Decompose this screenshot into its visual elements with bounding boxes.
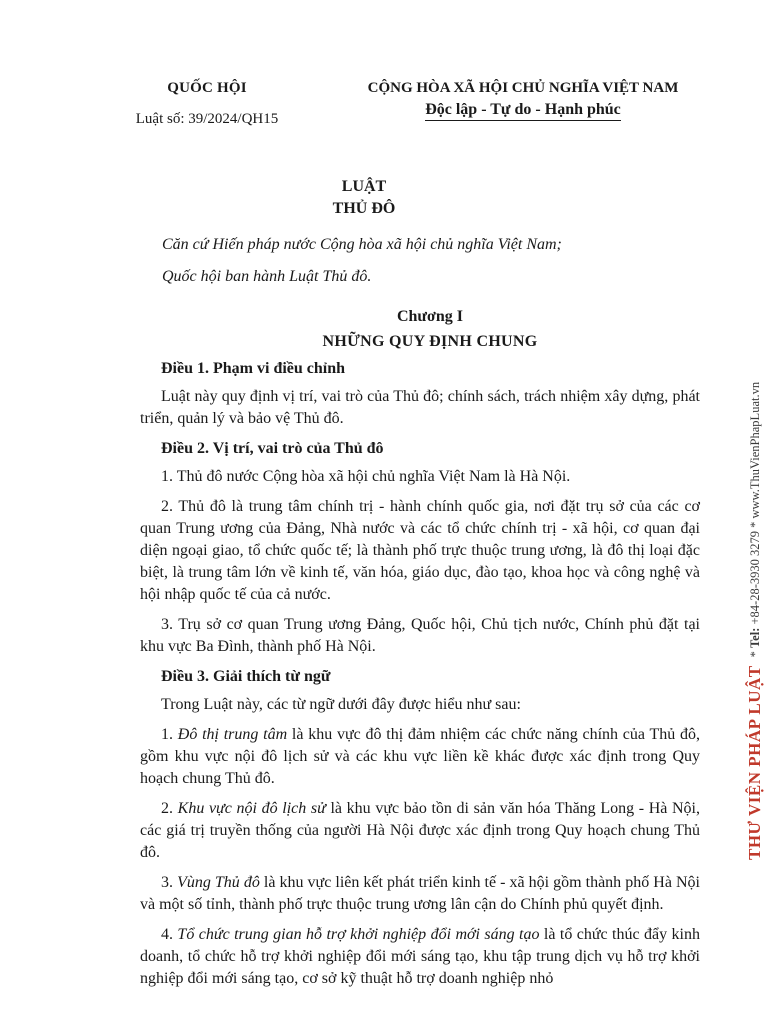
watermark-brand: THƯ VIỆN PHÁP LUẬT [745, 665, 764, 860]
article-3-intro: Trong Luật này, các từ ngữ dưới đây được hiểu như sau: [161, 696, 521, 713]
definition-1-number: 1. [161, 726, 178, 743]
chapter-name: NHỮNG QUY ĐỊNH CHUNG [322, 333, 538, 350]
definition-3-term: Vùng Thủ đô [177, 874, 260, 891]
nation-name: CỘNG HÒA XÃ HỘI CHỦ NGHĨA VIỆT NAM [367, 80, 679, 96]
definition-1-term: Đô thị trung tâm [177, 726, 288, 743]
watermark-tel-label: Tel: [747, 627, 762, 649]
article-2-heading: Điều 2. Vị trí, vai trò của Thủ đô [161, 440, 384, 457]
definition-3 [140, 872, 700, 916]
preamble-line-1: Căn cứ Hiến pháp nước Cộng hòa xã hội chủ nghĩa Việt Nam; [162, 236, 562, 253]
issuing-body: QUỐC HỘI [167, 80, 247, 96]
definition-2 [140, 798, 700, 864]
national-header [348, 80, 698, 121]
document-body [140, 358, 700, 998]
definition-2-text: là khu vực bảo tồn di sản văn hóa Thăng Long - Hà Nội, các giá trị truyền thống của người Hà Nội được xác định trong Quy hoạch chung Thủ đô. [140, 800, 700, 861]
definition-4-text: là tổ chức thúc đẩy kinh doanh, tổ chức hỗ trợ khởi nghiệp đổi mới sáng tạo, khu tập trung dịch vụ hỗ trợ khởi nghiệp đổi mới sáng tạo, cơ sở kỹ thuật hỗ trợ doanh nghiệp nhỏ [140, 926, 700, 987]
title-line-2: THỦ ĐÔ [332, 200, 396, 217]
article-2-clause-3: 3. Trụ sở cơ quan Trung ương Đảng, Quốc hội, Chủ tịch nước, Chính phủ đặt tại khu vực Ba Đình, thành phố Hà Nội. [140, 616, 700, 655]
definition-2-number: 2. [161, 800, 178, 817]
watermark-sidebar [700, 170, 766, 870]
definition-1-text: là khu vực đô thị đảm nhiệm các chức năng chính của Thủ đô, gồm khu vực nội đô lịch sử và các khu vực liền kề khác được xác định trong Quy hoạch chung Thủ đô. [140, 726, 701, 787]
watermark-contact: * Tel: +84-28-3930 3279 * www.ThuVienPhapLuat.vn [747, 381, 762, 658]
watermark-phone: +84-28-3930 3279 [747, 531, 762, 625]
preamble-line-2: Quốc hội ban hành Luật Thủ đô. [162, 268, 372, 285]
article-2-clause-2: 2. Thủ đô là trung tâm chính trị - hành chính quốc gia, nơi đặt trụ sở của các cơ quan Trung ương của Đảng, Nhà nước và các tổ chức chính trị - xã hội, cơ quan đại diện ngoại giao, tổ chức quốc tế; là thành phố trực thuộc trung ương, là đô thị loại đặc biệt, là trung tâm lớn về kinh tế, văn hóa, giáo dục, đào tạo, khoa học và công nghệ và hội nhập quốc tế của cả nước. [140, 498, 700, 603]
definition-4-term: Tổ chức trung gian hỗ trợ khởi nghiệp đổi mới sáng tạo [177, 926, 540, 943]
definition-3-text: là khu vực liên kết phát triển kinh tế - xã hội gồm thành phố Hà Nội và một số tỉnh, thành phố trực thuộc trung ương lân cận do Chính phủ quyết định. [140, 874, 701, 913]
definition-4-number: 4. [161, 926, 178, 943]
definition-3-number: 3. [161, 874, 178, 891]
watermark-website: www.ThuVienPhapLuat.vn [747, 381, 762, 519]
watermark-text [722, 170, 768, 860]
definition-2-term: Khu vực nội đô lịch sử [177, 800, 326, 817]
article-2-clause-1: 1. Thủ đô nước Cộng hòa xã hội chủ nghĩa Việt Nam là Hà Nội. [161, 468, 571, 485]
article-1-heading: Điều 1. Phạm vi điều chỉnh [161, 360, 346, 377]
article-1-text: Luật này quy định vị trí, vai trò của Thủ đô; chính sách, trách nhiệm xây dựng, phát triển, quản lý và bảo vệ Thủ đô. [140, 388, 700, 427]
article-3-heading: Điều 3. Giải thích từ ngữ [161, 668, 331, 685]
national-motto: Độc lập - Tự do - Hạnh phúc [425, 101, 621, 121]
document-title [240, 176, 488, 220]
definition-1 [140, 724, 700, 790]
issuer-block [112, 80, 302, 128]
title-line-1: LUẬT [341, 178, 387, 195]
definition-4 [140, 924, 700, 990]
chapter-number: Chương I [396, 308, 464, 325]
law-number: Luật số: 39/2024/QH15 [135, 111, 279, 127]
